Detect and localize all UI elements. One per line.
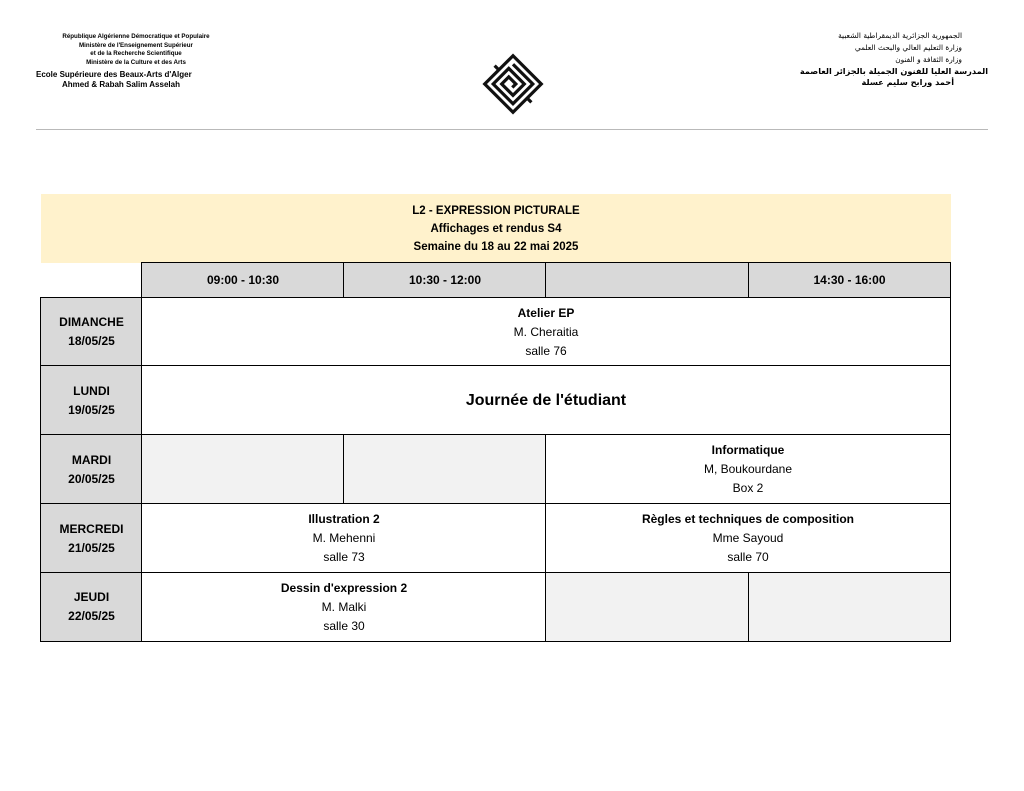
ministry-culture-ar: وزارة الثقافة و الفنون <box>895 55 962 64</box>
timeslot-header <box>545 262 750 298</box>
teacher-name: M. Cheraitia <box>513 324 579 339</box>
schedule-banner <box>41 194 951 263</box>
empty-slot <box>343 434 547 505</box>
empty-slot <box>545 572 750 642</box>
schedule-title: L2 - EXPRESSION PICTURALE <box>412 205 580 217</box>
teacher-name: M. Mehenni <box>312 531 376 545</box>
schedule-week: Semaine du 18 au 22 mai 2025 <box>413 241 579 253</box>
school-patrons-fr: Ahmed & Rabah Salim Asselah <box>62 80 180 90</box>
republic-fr: République Algérienne Démocratique et Populaire <box>62 33 210 40</box>
day-date: 19/05/25 <box>68 402 115 417</box>
session-dessin-expression-2 <box>141 572 547 642</box>
day-cell-jeudi <box>40 572 143 642</box>
timeslot-header <box>748 262 951 298</box>
room-name: salle 76 <box>525 343 567 358</box>
day-name: MARDI <box>71 452 112 467</box>
course-name: Informatique <box>711 443 785 457</box>
course-name: Atelier EP <box>517 305 575 320</box>
session-informatique <box>545 434 951 505</box>
course-name: Règles et techniques de composition <box>641 512 855 526</box>
session-atelier-ep <box>141 297 951 367</box>
day-date: 20/05/25 <box>68 471 115 486</box>
timeslot-label: 14:30 - 16:00 <box>813 272 886 287</box>
school-name-ar: المدرسة العليا للفنون الجميلة بالجزائر العاصمة <box>799 66 988 76</box>
room-name: salle 30 <box>323 618 365 633</box>
course-name: Illustration 2 <box>308 512 380 526</box>
day-date: 21/05/25 <box>68 540 115 555</box>
teacher-name: Mme Sayoud <box>712 531 784 545</box>
teacher-name: M, Boukourdane <box>703 462 793 476</box>
day-cell-dimanche <box>40 297 143 367</box>
school-name-fr: Ecole Supérieure des Beaux-Arts d'Alger <box>36 70 192 80</box>
session-regles-composition <box>545 503 951 574</box>
ministry-culture-fr: Ministère de la Culture et des Arts <box>86 58 186 66</box>
header-divider <box>36 129 988 130</box>
ministry-research-fr: et de la Recherche Scientifique <box>90 50 182 58</box>
day-cell-lundi <box>40 365 143 436</box>
day-date: 22/05/25 <box>68 609 115 623</box>
timeslot-header <box>141 262 345 298</box>
ministry-higher-ed-ar: وزارة التعليم العالي والبحث العلمي <box>854 43 962 52</box>
day-date: 18/05/25 <box>68 334 115 348</box>
day-name: MERCREDI <box>59 521 124 536</box>
event-name: Journée de l'étudiant <box>465 392 627 409</box>
timeslot-label: 09:00 - 10:30 <box>206 272 280 287</box>
header-right-block <box>798 30 988 88</box>
room-name: salle 73 <box>323 550 365 564</box>
room-name: salle 70 <box>727 550 769 564</box>
room-name: Box 2 <box>732 481 764 495</box>
teacher-name: M. Malki <box>321 599 367 614</box>
header-left-block <box>36 33 236 90</box>
timeslot-header <box>343 262 547 298</box>
day-name: JEUDI <box>73 590 110 604</box>
schedule-subtitle: Affichages et rendus S4 <box>430 223 562 235</box>
empty-slot <box>141 434 345 505</box>
day-cell-mardi <box>40 434 143 505</box>
republic-ar: الجمهورية الجزائرية الديمقراطية الشعبية <box>838 31 962 40</box>
empty-slot <box>748 572 951 642</box>
day-name: DIMANCHE <box>59 315 124 329</box>
course-name: Dessin d'expression 2 <box>280 580 408 595</box>
kufic-calligraphy-logo-icon <box>482 53 544 115</box>
school-patrons-ar: أحمد ورابح سليم عسلة <box>861 77 954 87</box>
ministry-higher-ed-fr: Ministère de l'Enseignement Supérieur <box>79 41 193 49</box>
event-journee-etudiant <box>141 365 951 436</box>
day-name: LUNDI <box>73 383 110 398</box>
timeslot-label: 10:30 - 12:00 <box>408 272 482 287</box>
day-cell-mercredi <box>40 503 143 574</box>
session-illustration-2 <box>141 503 547 574</box>
